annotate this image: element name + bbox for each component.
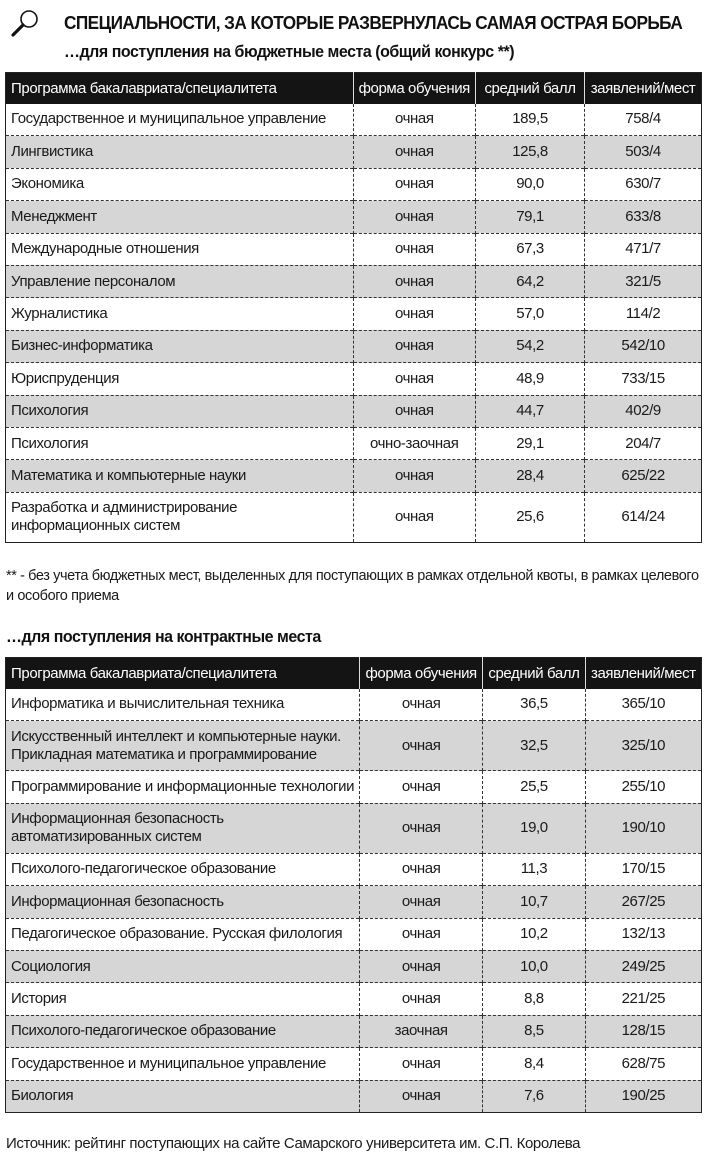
program-cell — [6, 721, 360, 771]
column-header-ratio: заявлений/мест — [585, 658, 701, 689]
ratio-cell: 190/25 — [585, 1080, 701, 1112]
score-cell: 10,7 — [483, 886, 586, 918]
table-row — [6, 460, 702, 492]
ratio-cell: 255/10 — [585, 771, 701, 803]
form-cell: очная — [353, 168, 475, 200]
ratio-cell: 170/15 — [585, 853, 701, 885]
table-row — [6, 427, 702, 459]
ratio-cell: 132/13 — [585, 918, 701, 950]
contract-table — [5, 657, 702, 1113]
form-cell: очная — [360, 803, 483, 853]
ratio-cell: 204/7 — [585, 427, 702, 459]
form-cell: очная — [360, 918, 483, 950]
program-cell: Юриспруденция — [6, 363, 354, 395]
source-note: Источник: рейтинг поступающих на сайте Самарского университета им. С.П. Королева — [6, 1135, 581, 1152]
table-row — [6, 950, 702, 982]
table-header-row — [6, 658, 702, 689]
program-cell: Бизнес-информатика — [6, 330, 354, 362]
ratio-cell: 221/25 — [585, 983, 701, 1015]
table-row — [6, 886, 702, 918]
ratio-cell: 190/10 — [585, 803, 701, 853]
table-row — [6, 395, 702, 427]
program-cell: Менеджмент — [6, 201, 354, 233]
contract-section-title: …для поступления на контрактные места — [6, 627, 321, 646]
ratio-cell: 625/22 — [585, 460, 702, 492]
program-cell: Математика и компьютерные науки — [6, 460, 354, 492]
table-row — [6, 298, 702, 330]
program-line-1: Информационная безопасность — [11, 810, 224, 828]
score-cell: 64,2 — [475, 265, 584, 297]
score-cell: 25,5 — [483, 771, 586, 803]
column-header-score: средний балл — [475, 73, 584, 104]
form-cell: очная — [353, 363, 475, 395]
column-header-form: форма обучения — [353, 73, 475, 104]
form-cell: очная — [353, 492, 475, 542]
table-row — [6, 983, 702, 1015]
score-cell: 10,0 — [483, 950, 586, 982]
column-header-ratio: заявлений/мест — [585, 73, 702, 104]
score-cell: 189,5 — [475, 104, 584, 136]
score-cell: 11,3 — [483, 853, 586, 885]
program-line-1: Искусственный интеллект и компьютерные науки. — [11, 727, 341, 745]
form-cell: очная — [353, 395, 475, 427]
table-row — [6, 330, 702, 362]
ratio-cell: 503/4 — [585, 136, 702, 168]
score-cell: 28,4 — [475, 460, 584, 492]
table-header-row — [6, 73, 702, 104]
program-cell: История — [6, 983, 360, 1015]
score-cell: 36,5 — [483, 689, 586, 721]
ratio-cell: 114/2 — [585, 298, 702, 330]
score-cell: 10,2 — [483, 918, 586, 950]
table-row — [6, 104, 702, 136]
table-row — [6, 233, 702, 265]
score-cell: 44,7 — [475, 395, 584, 427]
program-cell: Биология — [6, 1080, 360, 1112]
form-cell: очная — [353, 298, 475, 330]
form-cell: очно-заочная — [353, 427, 475, 459]
program-cell: Международные отношения — [6, 233, 354, 265]
form-cell: очная — [360, 886, 483, 918]
score-cell: 29,1 — [475, 427, 584, 459]
ratio-cell: 249/25 — [585, 950, 701, 982]
score-cell: 8,5 — [483, 1015, 586, 1047]
title-row — [8, 8, 714, 38]
form-cell: очная — [360, 983, 483, 1015]
form-cell: очная — [360, 1080, 483, 1112]
table-row — [6, 918, 702, 950]
program-line-1: Разработка и администрирование — [11, 499, 238, 517]
column-header-form: форма обучения — [360, 658, 483, 689]
form-cell: заочная — [360, 1015, 483, 1047]
program-cell: Педагогическое образование. Русская филология — [6, 918, 360, 950]
budget-section-title: …для поступления на бюджетные места (общий конкурс **) — [64, 42, 515, 61]
program-cell — [6, 492, 354, 542]
ratio-cell: 321/5 — [585, 265, 702, 297]
program-cell: Социология — [6, 950, 360, 982]
score-cell: 7,6 — [483, 1080, 586, 1112]
score-cell: 79,1 — [475, 201, 584, 233]
program-cell: Психолого-педагогическое образование — [6, 1015, 360, 1047]
score-cell: 125,8 — [475, 136, 584, 168]
form-cell: очная — [353, 265, 475, 297]
program-cell: Управление персоналом — [6, 265, 354, 297]
table-row — [6, 771, 702, 803]
form-cell: очная — [360, 689, 483, 721]
ratio-cell: 542/10 — [585, 330, 702, 362]
ratio-cell: 267/25 — [585, 886, 701, 918]
program-cell: Государственное и муниципальное управление — [6, 104, 354, 136]
program-cell: Государственное и муниципальное управление — [6, 1048, 360, 1080]
ratio-cell: 402/9 — [585, 395, 702, 427]
table-row — [6, 201, 702, 233]
ratio-cell: 614/24 — [585, 492, 702, 542]
table-row — [6, 1015, 702, 1047]
score-cell: 57,0 — [475, 298, 584, 330]
table-row — [6, 689, 702, 721]
program-cell: Программирование и информационные технологии — [6, 771, 360, 803]
score-cell: 67,3 — [475, 233, 584, 265]
column-header-score: средний балл — [483, 658, 586, 689]
score-cell: 54,2 — [475, 330, 584, 362]
program-cell: Психология — [6, 395, 354, 427]
score-cell: 19,0 — [483, 803, 586, 853]
form-cell: очная — [360, 950, 483, 982]
form-cell: очная — [353, 330, 475, 362]
form-cell: очная — [360, 771, 483, 803]
table-row — [6, 853, 702, 885]
score-cell: 32,5 — [483, 721, 586, 771]
table-row — [6, 721, 702, 771]
score-cell: 8,8 — [483, 983, 586, 1015]
program-cell: Психология — [6, 427, 354, 459]
table-row — [6, 136, 702, 168]
program-cell: Журналистика — [6, 298, 354, 330]
form-cell: очная — [353, 460, 475, 492]
form-cell: очная — [353, 136, 475, 168]
column-header-program: Программа бакалавриата/специалитета — [6, 658, 360, 689]
ratio-cell: 365/10 — [585, 689, 701, 721]
budget-table — [5, 72, 702, 543]
ratio-cell: 633/8 — [585, 201, 702, 233]
ratio-cell: 758/4 — [585, 104, 702, 136]
table-row — [6, 1048, 702, 1080]
score-cell: 48,9 — [475, 363, 584, 395]
form-cell: очная — [353, 201, 475, 233]
program-cell: Лингвистика — [6, 136, 354, 168]
ratio-cell: 128/15 — [585, 1015, 701, 1047]
table-row — [6, 265, 702, 297]
form-cell: очная — [360, 721, 483, 771]
table-row — [6, 168, 702, 200]
program-line-2: информационных систем — [11, 517, 181, 535]
ratio-cell: 733/15 — [585, 363, 702, 395]
budget-footnote: ** - без учета бюджетных мест, выделенных для поступающих в рамках отдельной квоты, в рамках целевого и особого приема — [6, 568, 699, 604]
score-cell: 8,4 — [483, 1048, 586, 1080]
page-title: СПЕЦИАЛЬНОСТИ, ЗА КОТОРЫЕ РАЗВЕРНУЛАСЬ САМАЯ ОСТРАЯ БОРЬБА — [64, 12, 683, 33]
ratio-cell: 628/75 — [585, 1048, 701, 1080]
table-row — [6, 492, 702, 542]
program-line-2: Прикладная математика и программирование — [11, 745, 317, 763]
form-cell: очная — [360, 853, 483, 885]
ratio-cell: 471/7 — [585, 233, 702, 265]
form-cell: очная — [353, 104, 475, 136]
table-row — [6, 363, 702, 395]
program-cell — [6, 803, 360, 853]
ratio-cell: 630/7 — [585, 168, 702, 200]
score-cell: 25,6 — [475, 492, 584, 542]
program-cell: Экономика — [6, 168, 354, 200]
program-line-2: автоматизированных систем — [11, 828, 202, 846]
table-row — [6, 1080, 702, 1112]
table-row — [6, 803, 702, 853]
magnifier-icon — [8, 8, 42, 38]
column-header-program: Программа бакалавриата/специалитета — [6, 73, 354, 104]
program-cell: Информационная безопасность — [6, 886, 360, 918]
program-cell: Информатика и вычислительная техника — [6, 689, 360, 721]
program-cell: Психолого-педагогическое образование — [6, 853, 360, 885]
ratio-cell: 325/10 — [585, 721, 701, 771]
form-cell: очная — [353, 233, 475, 265]
form-cell: очная — [360, 1048, 483, 1080]
score-cell: 90,0 — [475, 168, 584, 200]
